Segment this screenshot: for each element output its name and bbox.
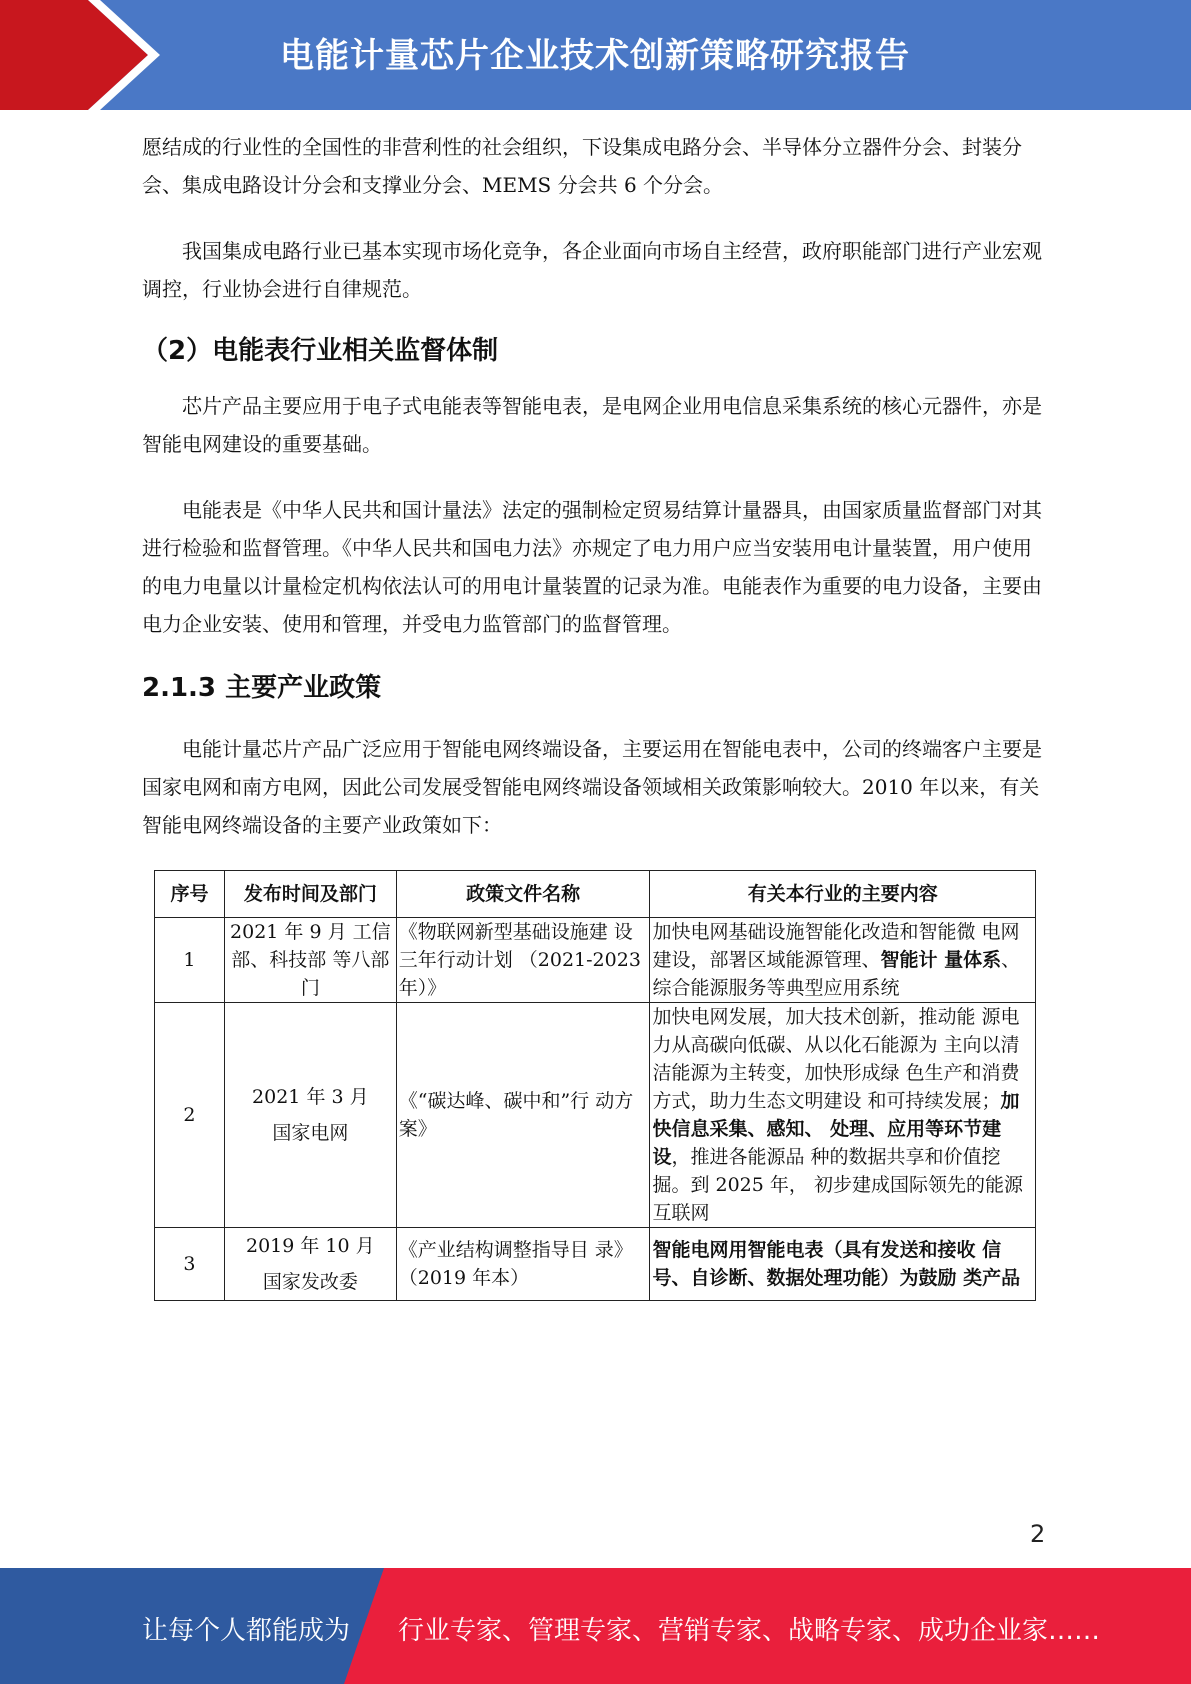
cell-dept: 国家电网 [272, 1122, 349, 1144]
cell-time-dept: 2021 年 9 月 工信部、科技部 等八部门 [224, 918, 396, 1003]
cell-content [650, 1228, 1036, 1301]
cell-time-dept [224, 1228, 396, 1301]
col-header-time-dept: 发布时间及部门 [224, 871, 396, 918]
table-header-row [155, 871, 1036, 918]
content-text: 加快电网基础设施智能化改造和智能微 电网建设，部署区域能源管理、 [652, 921, 1020, 971]
content-text: 、综合能源服务等典型应用系统 [652, 949, 1021, 999]
paragraph-2: 我国集成电路行业已基本实现市场化竞争，各企业面向市场自主经营，政府职能部门进行产业宏观调控，行业协会进行自律规范。 [142, 239, 1042, 301]
cell-no: 1 [155, 918, 225, 1003]
cell-no: 2 [155, 1003, 225, 1228]
cell-doc: 《产业结构调整指导目 录》（2019 年本） [396, 1228, 650, 1301]
paragraph-5: 电能计量芯片产品广泛应用于智能电网终端设备，主要运用在智能电表中，公司的终端客户主要是国家电网和南方电网，因此公司发展受智能电网终端设备领域相关政策影响较大。2010 年以来，有关智能电网终端设备的主要产业政策如下： [142, 737, 1042, 837]
cell-no: 3 [155, 1228, 225, 1301]
footer-slogan-right: 行业专家、管理专家、营销专家、战略专家、成功企业家…… [398, 1616, 1101, 1646]
report-title: 电能计量芯片企业技术创新策略研究报告 [280, 36, 910, 76]
cell-content [650, 918, 1036, 1003]
cell-time-dept [224, 1003, 396, 1228]
col-header-content: 有关本行业的主要内容 [650, 871, 1036, 918]
policy-table [154, 870, 1036, 1301]
content-bold-text: 加快信息采集、感知、 处理、应用等环节建设 [652, 1090, 1020, 1168]
cell-time: 2021 年 3 月 [252, 1086, 369, 1108]
col-header-doc: 政策文件名称 [396, 871, 650, 918]
paragraph-1: 愿结成的行业性的全国性的非营利性的社会组织，下设集成电路分会、半导体分立器件分会、封装分会、集成电路设计分会和支撑业分会、MEMS 分会共 6 个分会。 [142, 135, 1022, 197]
table-row [155, 918, 1036, 1003]
table-row [155, 1003, 1036, 1228]
page-header [0, 0, 1191, 110]
content-text: ，推进各能源品 种的数据共享和价值挖掘。到 2025 年， 初步建成国际领先的能源互联网 [652, 1146, 1023, 1224]
table-row [155, 1228, 1036, 1301]
paragraph-3: 芯片产品主要应用于电子式电能表等智能电表，是电网企业用电信息采集系统的核心元器件，亦是智能电网建设的重要基础。 [142, 394, 1042, 456]
cell-time: 2019 年 10 月 [246, 1235, 375, 1257]
cell-doc: 《“碳达峰、碳中和”行 动方案》 [396, 1003, 650, 1228]
content-text: 加快电网发展，加大技术创新，推动能 源电力从高碳向低碳、从以化石能源为 主向以清洁能源为主转变，加快形成绿 色生产和消费方式，助力生态文明建设 和可持续发展； [652, 1006, 1020, 1112]
content-bold-text: 智能电网用智能电表（具有发送和接收 信号、自诊断、数据处理功能）为鼓励 类产品 [652, 1239, 1021, 1289]
content-bold-text: 智能计 量体系 [880, 949, 1002, 971]
page-footer [0, 1568, 1191, 1684]
page-content [142, 128, 1046, 1301]
paragraph-4: 电能表是《中华人民共和国计量法》法定的强制检定贸易结算计量器具，由国家质量监督部门对其进行检验和监督管理。《中华人民共和国电力法》亦规定了电力用户应当安装用电计量装置，用户使用的电力电量以计量检定机构依法认可的用电计量装置的记录为准。电能表作为重要的电力设备，主要由电力企业安装、使用和管理，并受电力监管部门的监督管理。 [142, 498, 1042, 636]
subheading-supervision: （2）电能表行业相关监督体制 [142, 336, 499, 366]
cell-doc: 《物联网新型基础设施建 设三年行动计划 （2021-2023 年）》 [396, 918, 650, 1003]
footer-slogan-left: 让每个人都能成为 [142, 1616, 351, 1646]
col-header-no: 序号 [155, 871, 225, 918]
cell-content [650, 1003, 1036, 1228]
section-heading-policy: 2.1.3 主要产业政策 [142, 673, 382, 703]
cell-dept: 国家发改委 [262, 1271, 358, 1293]
page-number: 2 [1030, 1520, 1046, 1548]
